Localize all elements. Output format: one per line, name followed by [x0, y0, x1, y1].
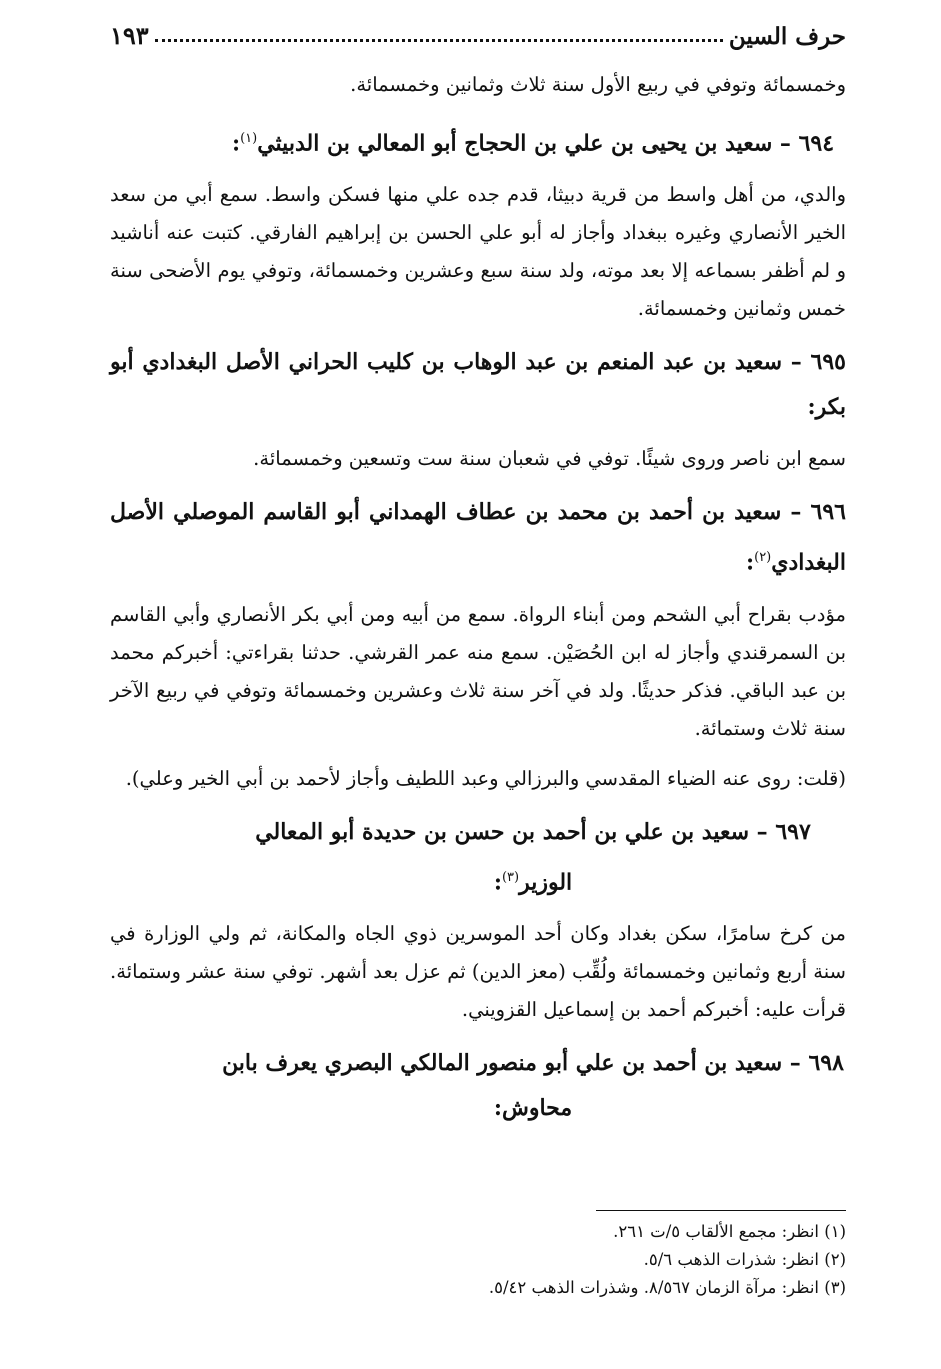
footnote-3: (٣) انظر: مرآة الزمان ٨/٥٦٧. وشذرات الذهب ٥/٤٢. [488, 1278, 846, 1297]
entry-text-694: والدي، من أهل واسط من قرية دبيثا، قدم جده علي منها فسكن واسط. سمع أبي من سعد الخير الأنصاري وغيره ببغداد وأجاز له أبو علي الحسن بن إبراهيم الفارقي. كتبت عنه أناشيد و لم أظفر بسماعه إلا بعد موته، ولد سنة سبع وعشرين وخمسمائة، وتوفي يوم الأضحى سنة خمس وثمانين وخمسمائة. [110, 183, 846, 321]
entry-heading-697 [110, 810, 846, 905]
footnote-1: (١) انظر: مجمع الألقاب ٥/ت ٢٦١. [613, 1222, 846, 1241]
entry-text-695: سمع ابن ناصر وروى شيئًا. توفي في شعبان سنة ست وتسعين وخمسمائة. [253, 447, 846, 471]
footnotes [110, 1218, 846, 1302]
footnote-2: (٢) انظر: شذرات الذهب ٥/٦. [643, 1250, 846, 1269]
entry-note-696: (قلت: روى عنه الضياء المقدسي والبرزالي وعبد اللطيف وأجاز لأحمد بن أبي الخير وعلي). [125, 766, 846, 790]
entry-text-696: مؤدب بقراح أبي الشحم ومن أبناء الرواة. سمع من أبيه ومن أبي بكر الأنصاري وأبي القاسم بن السمرقندي وأجاز له ابن الحُصَيْن. سمع منه عمر القرشي. حدثنا بقراءتي: أخبركم محمد بن عبد الباقي. فذكر حديثًا. ولد في آخر سنة ثلاث وعشرين وخمسمائة وتوفي في ربيع الآخر سنة ثلاث وستمائة. [110, 602, 846, 740]
entry-heading-694 [110, 116, 846, 166]
entry-heading-696 [110, 490, 846, 585]
footnote-separator [596, 1210, 846, 1211]
entry-heading-695: ٦٩٥ – سعيد بن عبد المنعم بن عبد الوهاب بن كليب الحراني الأصل البغدادي أبو بكر: [110, 349, 846, 421]
leader-dots [155, 39, 723, 42]
entry-heading-698: ٦٩٨ – سعيد بن أحمد بن علي أبو منصور المالكي البصري يعرف بابن محاوش: [222, 1049, 844, 1121]
entry-heading-text: ٦٩٦ – سعيد بن أحمد بن محمد بن عطاف الهمداني أبو القاسم الموصلي الأصل البغدادي [110, 499, 846, 576]
footnote-ref: (٢) [754, 550, 772, 566]
heading-colon: : [493, 868, 502, 895]
heading-colon: : [745, 549, 755, 576]
entry-text-697: من كرخ سامرًا، سكن بغداد وكان أحد الموسرين ذوي الجاه والمكانة، ثم ولي الوزارة في سنة أربع وثمانين وخمسمائة ولُقِّب (معز الدين) ثم عزل بعد أشهر. توفي سنة عشر وستمائة. قرأت عليه: أخبركم أحمد بن إسماعيل القزويني. [110, 921, 846, 1021]
page-number: ١٩٣ [110, 21, 149, 50]
entry-heading-text: ٦٩٤ – سعيد بن يحيى بن علي بن الحجاج أبو المعالي بن الدبيثي [257, 130, 835, 157]
opening-line: وخمسمائة وتوفي في ربيع الأول سنة ثلاث وثمانين وخمسمائة. [350, 73, 846, 96]
page-body [110, 66, 846, 1141]
entry-heading-text: ٦٩٧ – سعيد بن علي بن أحمد بن حسن بن حديدة أبو المعالي الوزير [255, 818, 811, 895]
footnote-ref: (١) [240, 131, 258, 146]
heading-colon: : [231, 130, 241, 157]
footnote-ref: (٣) [501, 869, 520, 885]
chapter-title: حرف السين [728, 23, 846, 50]
running-header [110, 10, 846, 50]
